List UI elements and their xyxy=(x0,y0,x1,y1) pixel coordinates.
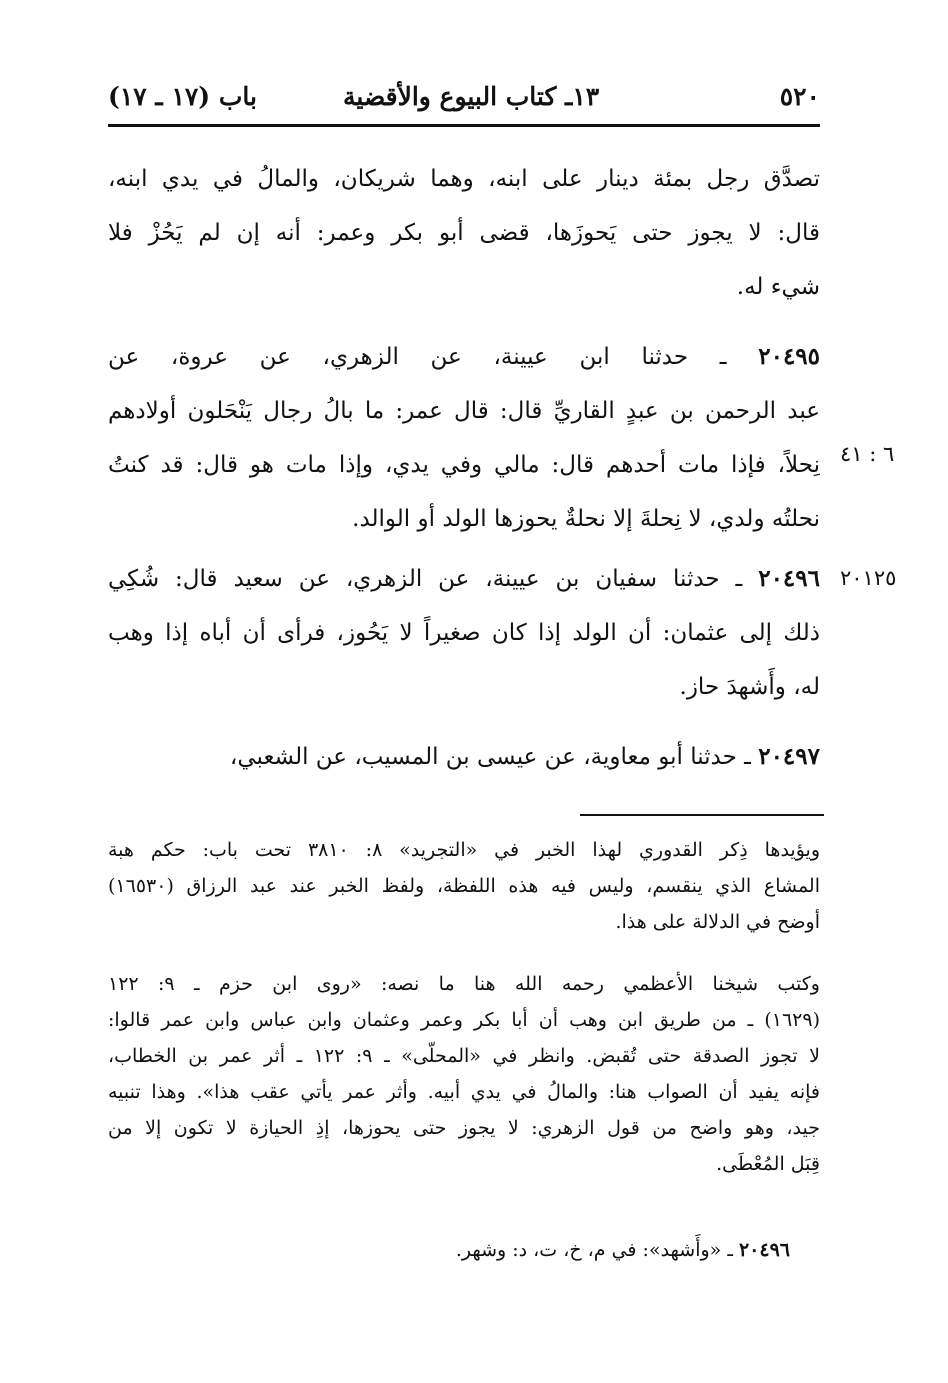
running-header xyxy=(108,78,820,122)
text-line: نِحلاً، فإذا مات أحدهم قال: مالي وفي يدي، وإذا مات هو قال: قد كنتُ xyxy=(108,452,820,478)
hadith-number: ٢٠٤٩٥ xyxy=(758,343,820,370)
hadith-number: ٢٠٤٩٦ xyxy=(758,565,820,592)
footnote-line: لا تجوز الصدقة حتى تُقبض. وانظر في «المحلّى» ـ ٩: ١٢٢ ـ أثر عمر بن الخطاب، xyxy=(108,1045,820,1067)
hadith-number: ٢٠٤٩٧ xyxy=(758,743,820,770)
footnote-line: أوضح في الدلالة على هذا. xyxy=(615,911,820,933)
footnote-line: فإنه يفيد أن الصواب هنا: والمالُ في يدي أبيه. وأثر عمر يأتي عقب هذا». وهذا تنبيه xyxy=(108,1081,820,1103)
text-line: شيء له. xyxy=(736,274,820,300)
footnote-1 xyxy=(108,832,820,940)
hadith-20497 xyxy=(108,730,820,784)
chapter-label: باب (١٧ ـ ١٧) xyxy=(108,82,257,111)
text-line: ـ حدثنا أبو معاوية، عن عيسى بن المسيب، عن الشعبي، xyxy=(229,744,751,770)
text-line: عبد الرحمن بن عبدٍ القاريِّ قال: قال عمر: ما بالُ رجال يَنْحَلون أولادهم xyxy=(108,398,820,424)
header-rule xyxy=(108,124,820,127)
text-line: تصدَّق رجل بمئة دينار على ابنه، وهما شريكان، والمالُ في يدي ابنه، xyxy=(108,166,820,192)
footnote-2 xyxy=(108,966,820,1182)
footnote-rule xyxy=(580,814,824,816)
text-line: ذلك إلى عثمان: أن الولد إذا كان صغيراً لا يَحُوز، فرأى أن أباه إذا وهب xyxy=(108,620,820,646)
footnote-line: المشاع الذي ينقسم، وليس فيه هذه اللفظة، ولفظ الخبر عند عبد الرزاق (١٦٥٣٠) xyxy=(108,875,820,897)
book-title: ١٣ـ كتاب البيوع والأقضية xyxy=(343,82,600,111)
footnote-line: ـ «وأَشهد»: في م، خ، ت، د: وشهر. xyxy=(455,1239,733,1261)
margin-reference: ٦ : ٤١ xyxy=(840,442,895,466)
footnote-line: ويؤيدها ذِكر القدوري لهذا الخبر في «التجريد» ٨: ٣٨١٠ تحت باب: حكم هبة xyxy=(108,839,820,861)
footnote-line: قِبَل المُعْطَى. xyxy=(716,1153,820,1175)
margin-reference: ٢٠١٢٥ xyxy=(840,566,897,590)
text-line: ـ حدثنا سفيان بن عيينة، عن الزهري، عن سعيد قال: شُكِي xyxy=(108,566,743,592)
hadith-20495 xyxy=(108,330,820,546)
page-number: ٥٢٠ xyxy=(779,82,820,111)
footnote-line: جيد، وهو واضح من قول الزهري: لا يجوز حتى يحوزها، إذِ الحيازة لا تكون إلا من xyxy=(108,1117,820,1139)
text-line: ـ حدثنا ابن عيينة، عن الزهري، عن عروة، عن xyxy=(108,344,727,370)
footnote-3 xyxy=(108,1232,820,1268)
text-line: له، وأَشهدَ حاز. xyxy=(679,674,820,700)
footnote-line: وكتب شيخنا الأعظمي رحمه الله هنا ما نصه: «روى ابن حزم ـ ٩: ١٢٢ xyxy=(108,973,820,995)
footnote-number: ٢٠٤٩٦ xyxy=(738,1239,790,1261)
text-line: قال: لا يجوز حتى يَحوزَها، قضى أبو بكر وعمر: أنه إن لم يَحُزْ فلا xyxy=(108,220,820,246)
intro-paragraph xyxy=(108,152,820,314)
text-line: نحلتُه ولدي، لا نِحلةَ إلا نحلةٌ يحوزها الولد أو الوالد. xyxy=(352,506,820,532)
hadith-20496 xyxy=(108,552,820,714)
footnote-line: (١٦٢٩) ـ من طريق ابن وهب أن أبا بكر وعمر وعثمان وابن عباس وابن عمر قالوا: xyxy=(108,1009,820,1031)
